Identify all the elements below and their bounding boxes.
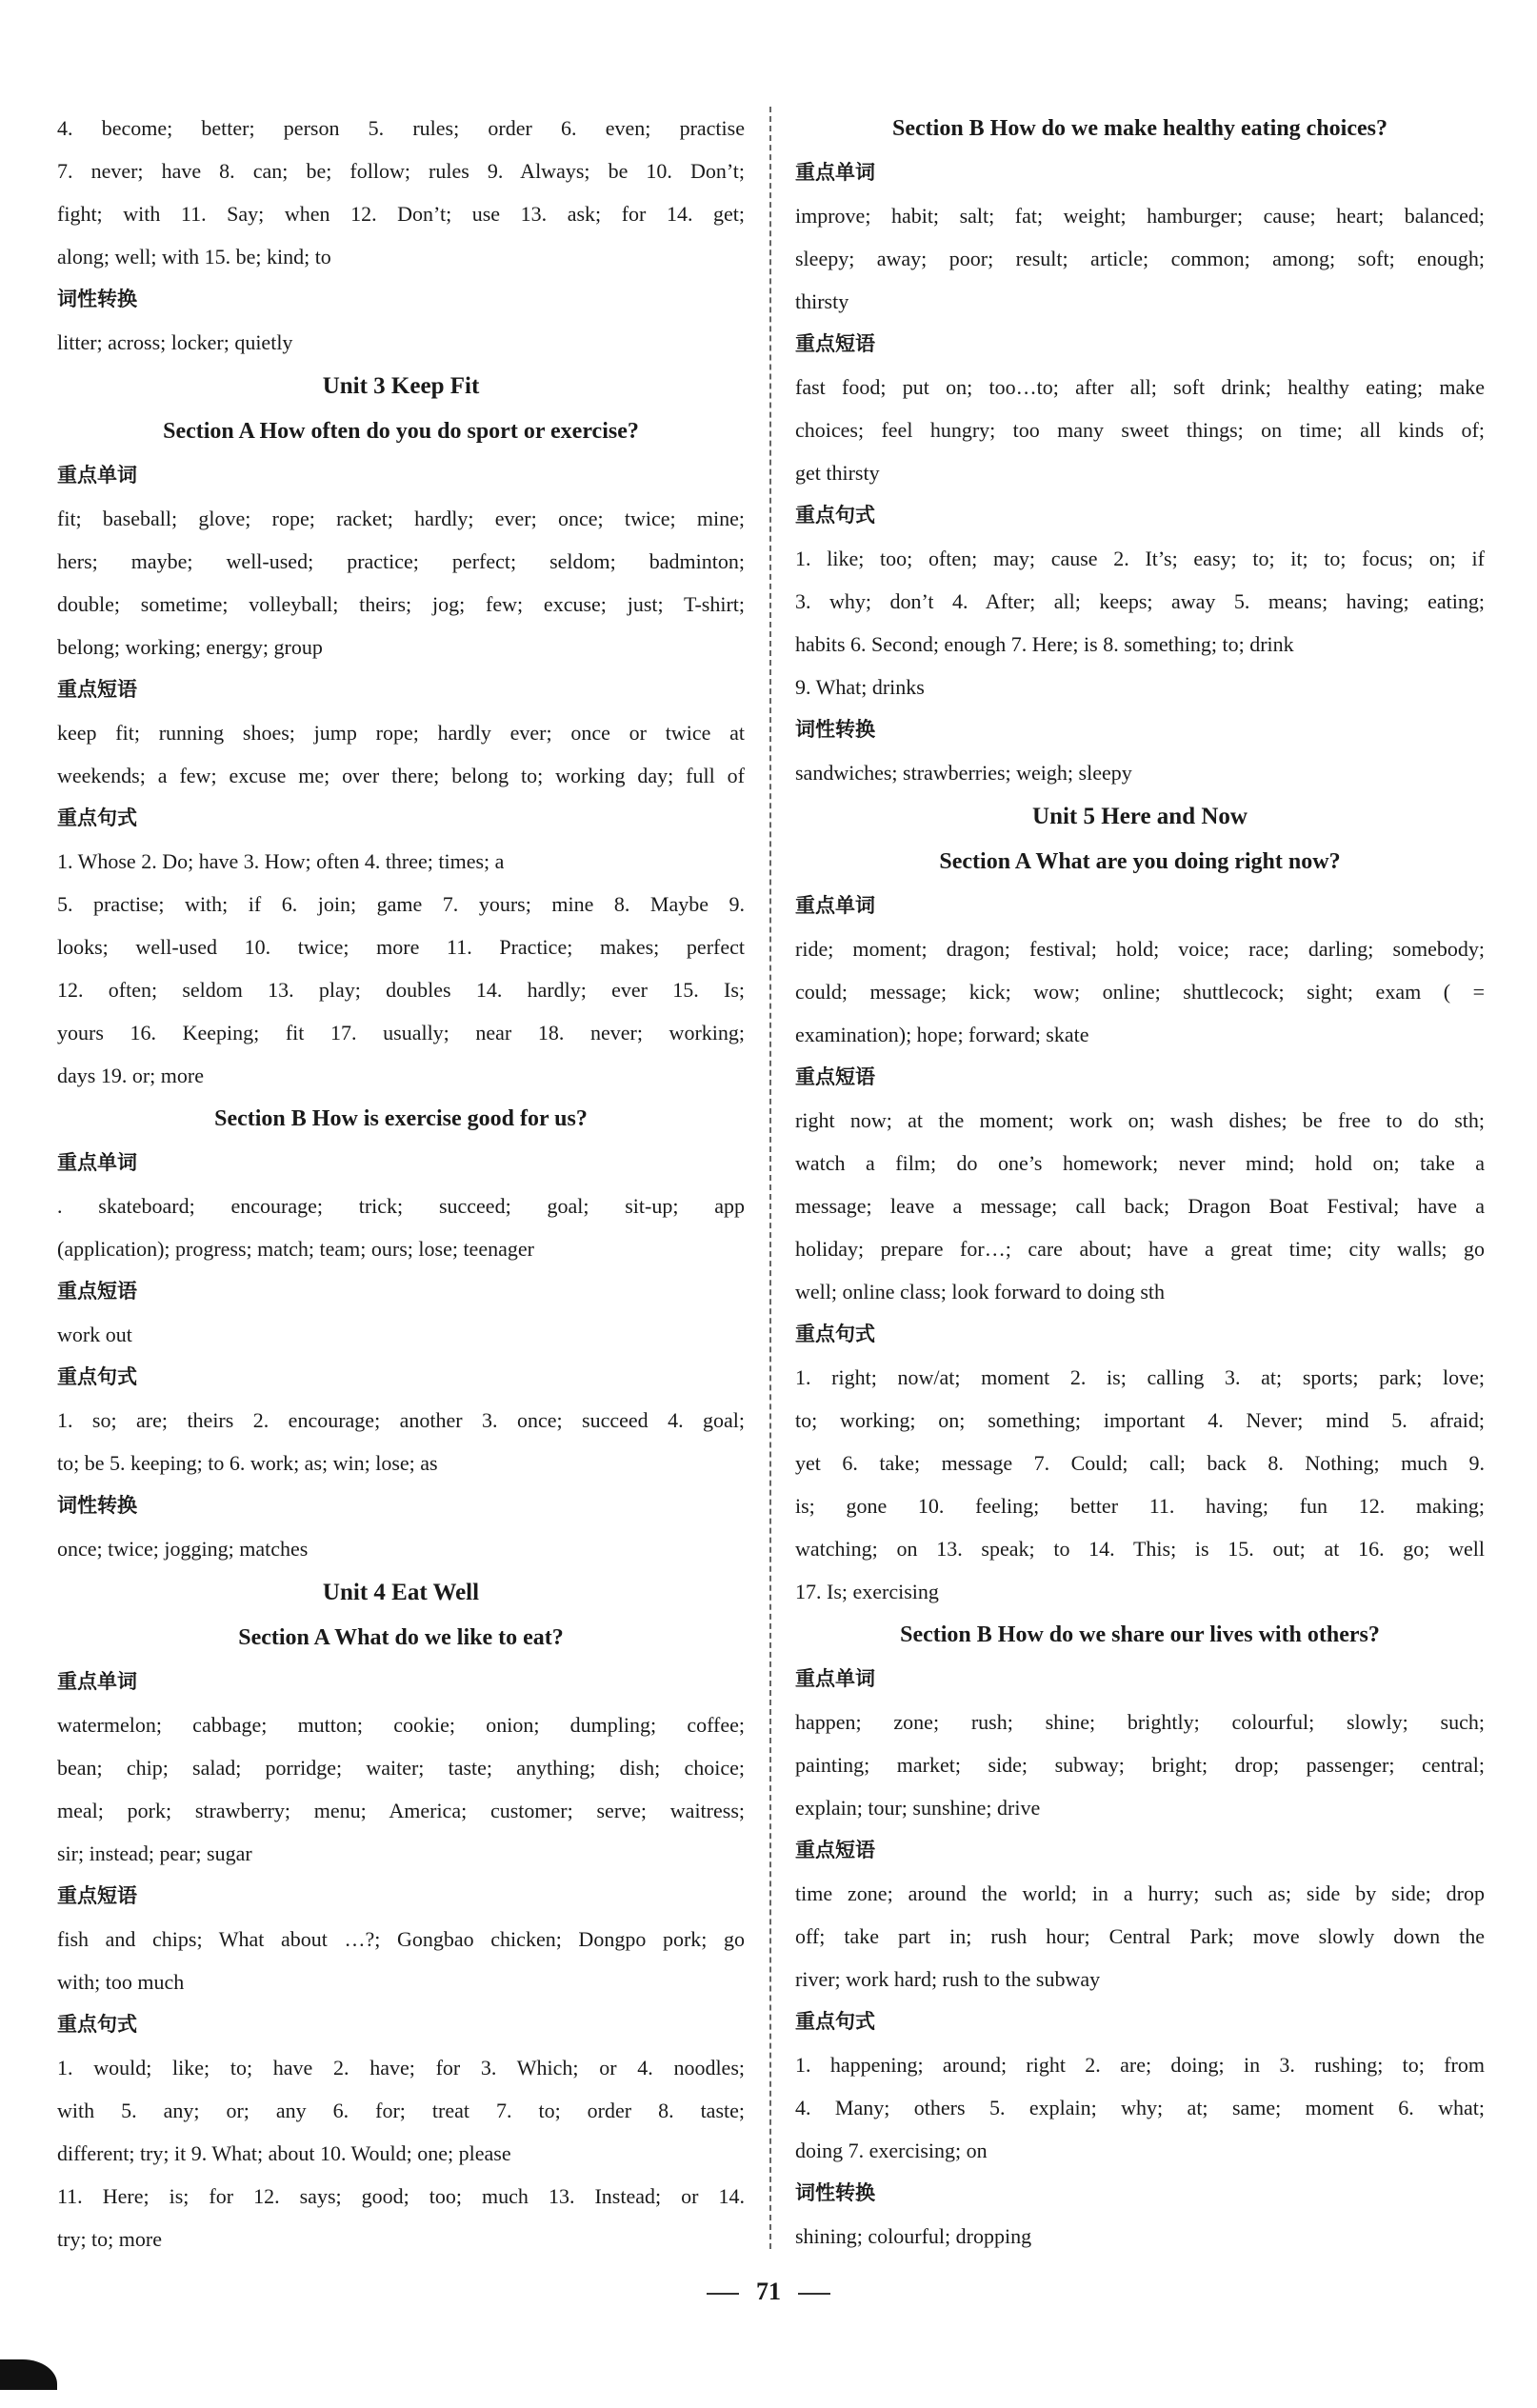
section-heading: 词性转换 [57, 288, 137, 310]
section-heading: 重点短语 [795, 332, 875, 355]
section-heading: 重点单词 [795, 1667, 875, 1690]
section-title: Section B How is exercise good for us? [214, 1106, 588, 1131]
text-line: could; message; kick; wow; online; shuttlecock; sight; exam ( = [795, 980, 1485, 1004]
text-line: to; working; on; something; important 4. Never; mind 5. afraid; [795, 1408, 1485, 1432]
section-heading: 重点单词 [57, 464, 137, 487]
section-heading: 重点句式 [795, 1323, 875, 1345]
text-line: looks; well-used 10. twice; more 11. Practice; makes; perfect [57, 935, 745, 959]
section-heading: 重点单词 [795, 161, 875, 184]
section-heading: 重点短语 [795, 1839, 875, 1861]
text-line: 1. happening; around; right 2. are; doing; in 3. rushing; to; from [795, 2053, 1485, 2077]
text-line: 12. often; seldom 13. play; doubles 14. hardly; ever 15. Is; [57, 978, 745, 1002]
text-line: off; take part in; rush hour; Central Park; move slowly down the [795, 1924, 1485, 1948]
text-line: choices; feel hungry; too many sweet things; on time; all kinds of; [795, 418, 1485, 442]
unit-title: Unit 3 Keep Fit [322, 373, 480, 399]
text-line: river; work hard; rush to the subway [795, 1967, 1101, 1991]
text-line: doing 7. exercising; on [795, 2139, 988, 2162]
text-line: shining; colourful; dropping [795, 2224, 1032, 2248]
text-line: 1. right; now/at; moment 2. is; calling 3. at; sports; park; love; [795, 1365, 1485, 1389]
section-title: Section B How do we make healthy eating choices? [892, 116, 1387, 141]
text-line: time zone; around the world; in a hurry; such as; side by side; drop [795, 1881, 1485, 1905]
text-line: keep fit; running shoes; jump rope; hardly ever; once or twice at [57, 721, 745, 745]
section-title: Section B How do we share our lives with others? [900, 1622, 1380, 1647]
text-line: sir; instead; pear; sugar [57, 1841, 252, 1865]
text-line: litter; across; locker; quietly [57, 330, 293, 354]
text-line: 1. would; like; to; have 2. have; for 3. Which; or 4. noodles; [57, 2056, 745, 2080]
text-line: double; sometime; volleyball; theirs; jog; few; excuse; just; T-shirt; [57, 592, 745, 616]
section-title: Section A What do we like to eat? [238, 1625, 564, 1650]
text-line: with; too much [57, 1970, 185, 1994]
text-line: to; be 5. keeping; to 6. work; as; win; lose; as [57, 1451, 438, 1475]
section-heading: 重点句式 [795, 504, 875, 527]
text-line: days 19. or; more [57, 1064, 204, 1087]
corner-mark [0, 2359, 57, 2390]
section-heading: 重点单词 [57, 1151, 137, 1174]
text-line: improve; habit; salt; fat; weight; hamburger; cause; heart; balanced; [795, 204, 1485, 228]
text-line: yours 16. Keeping; fit 17. usually; near 18. never; working; [57, 1021, 745, 1045]
text-line: weekends; a few; excuse me; over there; belong to; working day; full of [57, 764, 745, 787]
text-line: sleepy; away; poor; result; article; common; among; soft; enough; [795, 247, 1485, 270]
text-line: thirsty [795, 289, 849, 313]
footer-dash-right [798, 2293, 830, 2295]
text-line: fish and chips; What about …?; Gongbao chicken; Dongpo pork; go [57, 1927, 745, 1951]
text-line: watch a film; do one’s homework; never mind; hold on; take a [795, 1151, 1485, 1175]
unit-title: Unit 4 Eat Well [322, 1580, 480, 1605]
section-heading: 重点短语 [57, 678, 137, 701]
text-line: happen; zone; rush; shine; brightly; colourful; slowly; such; [795, 1710, 1485, 1734]
text-line: watching; on 13. speak; to 14. This; is 15. out; at 16. go; well [795, 1537, 1485, 1561]
text-line: 17. Is; exercising [795, 1580, 939, 1603]
section-heading: 重点短语 [795, 1065, 875, 1088]
text-line: examination); hope; forward; skate [795, 1023, 1089, 1046]
section-heading: 词性转换 [795, 2181, 875, 2204]
text-line: meal; pork; strawberry; menu; America; customer; serve; waitress; [57, 1799, 745, 1822]
section-heading: 重点句式 [795, 2010, 875, 2033]
text-line: message; leave a message; call back; Dragon Boat Festival; have a [795, 1194, 1485, 1218]
text-line: 1. so; are; theirs 2. encourage; another 3. once; succeed 4. goal; [57, 1408, 745, 1432]
text-line: with 5. any; or; any 6. for; treat 7. to; order 8. taste; [57, 2099, 745, 2122]
section-heading: 重点短语 [57, 1884, 137, 1907]
text-line: work out [57, 1323, 132, 1346]
text-line: 11. Here; is; for 12. says; good; too; much 13. Instead; or 14. [57, 2184, 745, 2208]
text-line: once; twice; jogging; matches [57, 1537, 309, 1561]
text-line: belong; working; energy; group [57, 635, 323, 659]
text-line: ride; moment; dragon; festival; hold; voice; race; darling; somebody; [795, 937, 1485, 961]
page-footer [0, 2278, 1537, 2306]
text-line: . skateboard; encourage; trick; succeed; goal; sit-up; app [57, 1194, 745, 1218]
text-line: painting; market; side; subway; bright; drop; passenger; central; [795, 1753, 1485, 1777]
text-line: holiday; prepare for…; care about; have a great time; city walls; go [795, 1237, 1485, 1261]
text-line: 1. like; too; often; may; cause 2. It’s; easy; to; it; to; focus; on; if [795, 547, 1485, 570]
text-line: 1. Whose 2. Do; have 3. How; often 4. three; times; a [57, 849, 505, 873]
section-heading: 重点句式 [57, 2013, 137, 2036]
right-column [795, 107, 1485, 2258]
text-line: explain; tour; sunshine; drive [795, 1796, 1041, 1820]
column-divider [769, 107, 771, 2249]
text-line: watermelon; cabbage; mutton; cookie; onion; dumpling; coffee; [57, 1713, 745, 1737]
text-line: 9. What; drinks [795, 675, 925, 699]
text-line: bean; chip; salad; porridge; waiter; taste; anything; dish; choice; [57, 1756, 745, 1780]
text-line: 3. why; don’t 4. After; all; keeps; away 5. means; having; eating; [795, 589, 1485, 613]
section-heading: 词性转换 [57, 1494, 137, 1517]
text-line: fight; with 11. Say; when 12. Don’t; use 13. ask; for 14. get; [57, 202, 745, 226]
text-line: fast food; put on; too…to; after all; soft drink; healthy eating; make [795, 375, 1485, 399]
section-title: Section A What are you doing right now? [939, 849, 1341, 874]
text-line: sandwiches; strawberries; weigh; sleepy [795, 761, 1132, 785]
text-line: 7. never; have 8. can; be; follow; rules 9. Always; be 10. Don’t; [57, 159, 745, 183]
text-line: 5. practise; with; if 6. join; game 7. yours; mine 8. Maybe 9. [57, 892, 745, 916]
section-heading: 重点句式 [57, 806, 137, 829]
page-number: 71 [756, 2278, 781, 2305]
text-line: right now; at the moment; work on; wash dishes; be free to do sth; [795, 1108, 1485, 1132]
text-line: is; gone 10. feeling; better 11. having; fun 12. making; [795, 1494, 1485, 1518]
section-heading: 词性转换 [795, 718, 875, 741]
section-heading: 重点短语 [57, 1280, 137, 1303]
text-line: different; try; it 9. What; about 10. Would; one; please [57, 2141, 511, 2165]
section-heading: 重点句式 [57, 1365, 137, 1388]
text-line: habits 6. Second; enough 7. Here; is 8. something; to; drink [795, 632, 1294, 656]
text-line: 4. Many; others 5. explain; why; at; same; moment 6. what; [795, 2096, 1485, 2119]
text-line: well; online class; look forward to doing sth [795, 1280, 1165, 1304]
text-line: hers; maybe; well-used; practice; perfect; seldom; badminton; [57, 549, 745, 573]
section-heading: 重点单词 [795, 894, 875, 917]
text-line: try; to; more [57, 2227, 162, 2251]
text-line: yet 6. take; message 7. Could; call; back 8. Nothing; much 9. [795, 1451, 1485, 1475]
text-line: 4. become; better; person 5. rules; order 6. even; practise [57, 116, 745, 140]
text-line: (application); progress; match; team; ours; lose; teenager [57, 1237, 534, 1261]
unit-title: Unit 5 Here and Now [1032, 804, 1248, 829]
text-line: along; well; with 15. be; kind; to [57, 245, 331, 269]
text-line: fit; baseball; glove; rope; racket; hardly; ever; once; twice; mine; [57, 507, 745, 530]
text-line: get thirsty [795, 461, 880, 485]
section-title: Section A How often do you do sport or exercise? [163, 419, 639, 444]
section-heading: 重点单词 [57, 1670, 137, 1693]
footer-dash-left [707, 2293, 739, 2295]
left-column [57, 107, 745, 2260]
